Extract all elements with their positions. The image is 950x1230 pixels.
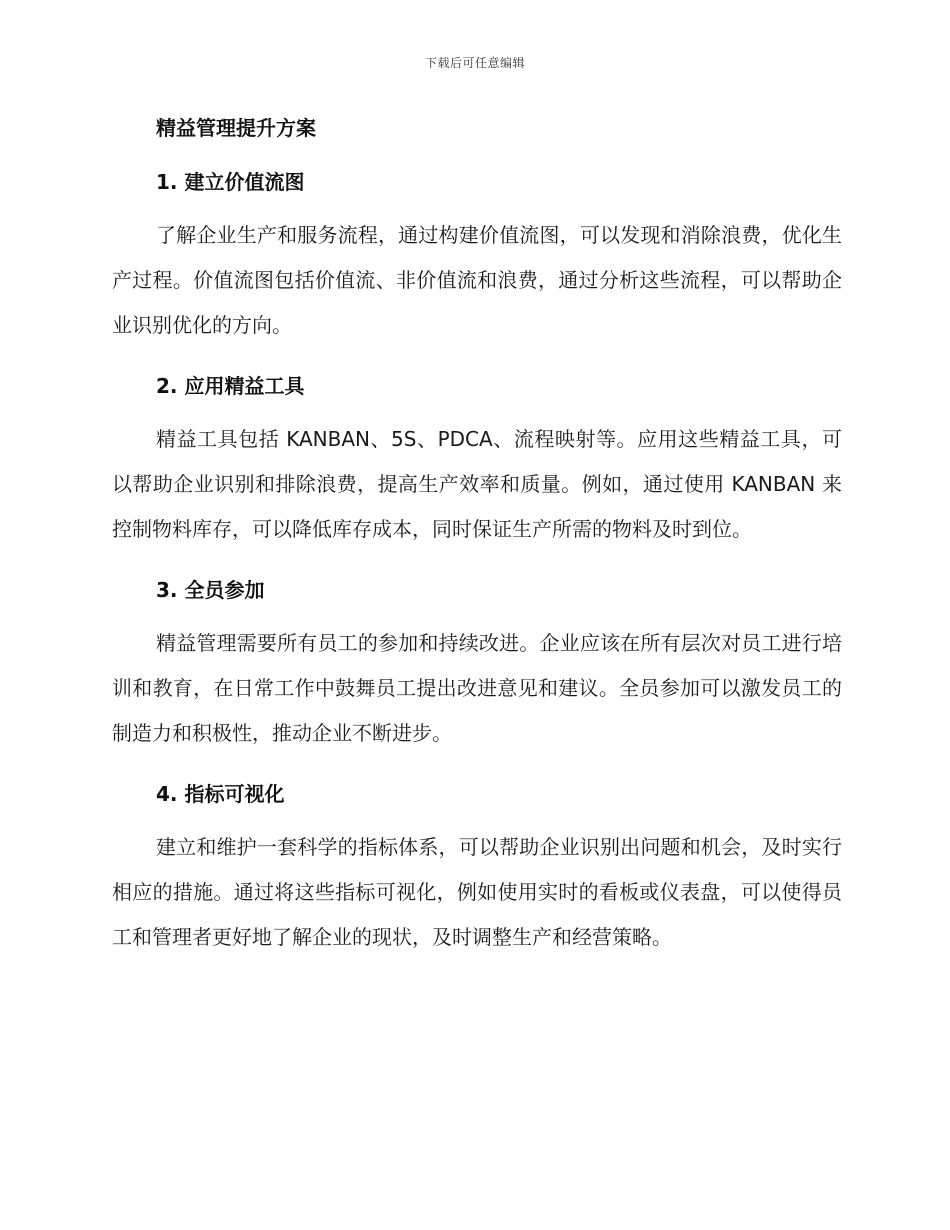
section-heading: 4. 指标可视化 [156,782,285,806]
section-paragraph: 建立和维护一套科学的指标体系，可以帮助企业识别出问题和机会，及时实行相应的措施。通过将这些指标可视化，例如使用实时的看板或仪表盘，可以使得员工和管理者更好地了解企业的现状，及时调整生产和经营策略。 [112,835,842,949]
section-heading: 2. 应用精益工具 [156,374,305,398]
header-note: 下载后可任意编辑 [424,56,525,70]
section-paragraph: 精益管理需要所有员工的参加和持续改进。企业应该在所有层次对员工进行培训和教育，在日常工作中鼓舞员工提出改进意见和建议。全员参加可以激发员工的制造力和积极性，推动企业不断进步。 [112,631,842,745]
section-3 [112,574,842,756]
document-title: 精益管理提升方案 [156,116,316,140]
section-4 [112,778,842,960]
section-2 [112,370,842,552]
section-heading: 3. 全员参加 [156,578,265,602]
section-heading: 1. 建立价值流图 [156,170,305,194]
section-paragraph: 了解企业生产和服务流程，通过构建价值流图，可以发现和消除浪费，优化生产过程。价值流图包括价值流、非价值流和浪费，通过分析这些流程，可以帮助企业识别优化的方向。 [112,223,842,337]
document-body [112,112,842,960]
section-1 [112,166,842,348]
section-paragraph: 精益工具包括 KANBAN、5S、PDCA、流程映射等。应用这些精益工具，可以帮助企业识别和排除浪费，提高生产效率和质量。例如，通过使用 KANBAN 来控制物料库存，可以降低库存成本，同时保证生产所需的物料及时到位。 [112,427,842,541]
